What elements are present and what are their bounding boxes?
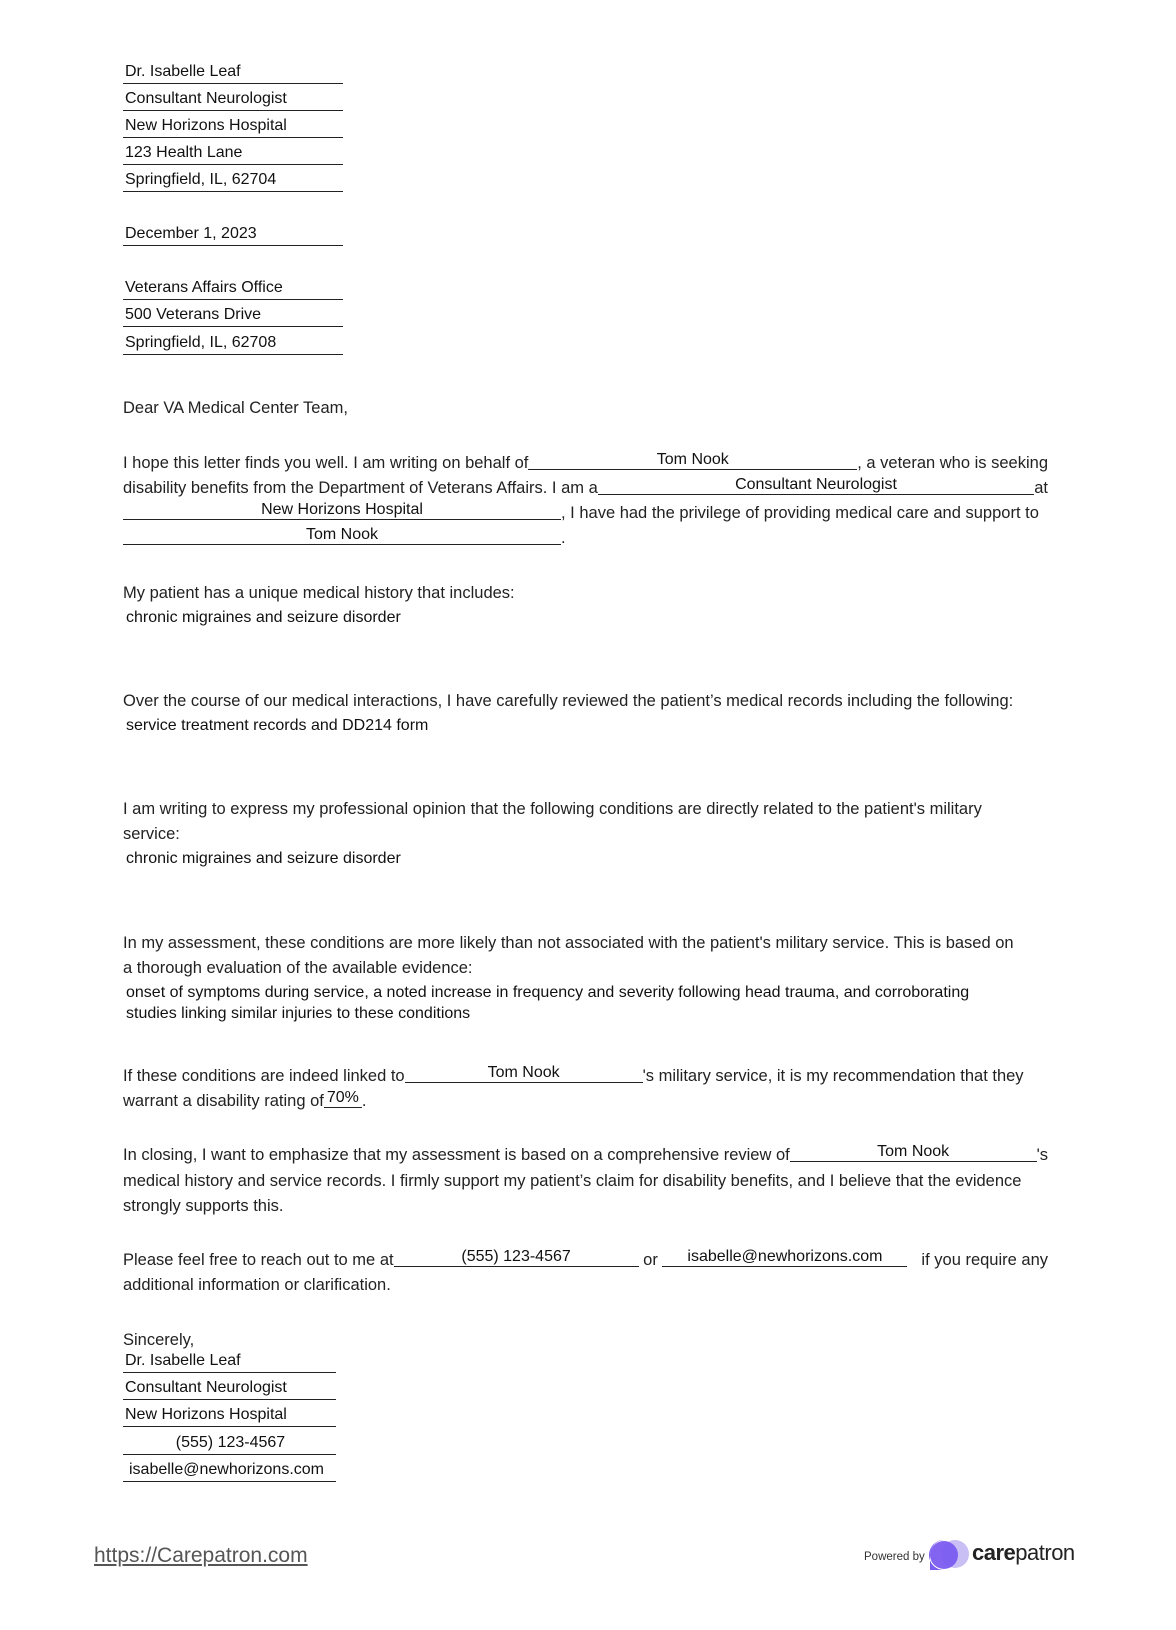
- intro-line-3: [123, 501, 1048, 523]
- signoff: Sincerely,: [123, 1331, 195, 1349]
- hospital-value: New Horizons Hospital: [261, 501, 423, 518]
- closing-line-3: strongly supports this.: [123, 1197, 284, 1215]
- salutation: Dear VA Medical Center Team,: [123, 399, 348, 417]
- hospital-blank[interactable]: [123, 501, 561, 520]
- closing-line-1: [123, 1143, 1048, 1165]
- conditions-label-2: service:: [123, 825, 180, 843]
- signature-phone-field[interactable]: (555) 123-4567: [123, 1433, 336, 1455]
- carepatron-link[interactable]: https://Carepatron.com: [94, 1544, 308, 1567]
- conditions-label-1: I am writing to express my professional opinion that the following conditions are directly related to the patient's military: [123, 800, 982, 818]
- assessment-value-1[interactable]: onset of symptoms during service, a noted increase in frequency and severity following head trauma, and corroborating: [126, 984, 970, 1001]
- assessment-label-1: In my assessment, these conditions are more likely than not associated with the patient's military service. This is based on: [123, 934, 1014, 952]
- brand-bold: care: [972, 1540, 1016, 1565]
- sender-street-field[interactable]: 123 Health Lane: [123, 143, 343, 165]
- signature-name-field[interactable]: Dr. Isabelle Leaf: [123, 1351, 336, 1373]
- contact-line-1: [123, 1248, 1048, 1270]
- physician-title-value: Consultant Neurologist: [735, 476, 897, 493]
- contact-text: if you require any: [916, 1251, 1048, 1269]
- intro-text: at: [1034, 479, 1048, 497]
- recipient-city-field[interactable]: Springfield, IL, 62708: [123, 333, 343, 355]
- date-field[interactable]: December 1, 2023: [123, 224, 343, 246]
- contact-text: or: [638, 1251, 663, 1269]
- carepatron-brand: [972, 1540, 1075, 1566]
- recipient-name-field[interactable]: Veterans Affairs Office: [123, 278, 343, 300]
- closing-text: In closing, I want to emphasize that my assessment is based on a comprehensive review of: [123, 1146, 790, 1164]
- powered-by-label: Powered by: [864, 1551, 925, 1563]
- intro-line-4: [123, 526, 1048, 548]
- carepatron-logo-icon: [928, 1539, 970, 1571]
- signature-hospital-field[interactable]: New Horizons Hospital: [123, 1405, 336, 1427]
- conditions-value[interactable]: chronic migraines and seizure disorder: [126, 850, 401, 867]
- intro-text: , I have had the privilege of providing medical care and support to: [561, 504, 1039, 522]
- rating-text: .: [361, 1092, 367, 1110]
- assessment-label-2: a thorough evaluation of the available evidence:: [123, 959, 473, 977]
- contact-text: Please feel free to reach out to me at: [123, 1251, 394, 1269]
- brand-rest: patron: [1015, 1540, 1075, 1565]
- sender-city-field[interactable]: Springfield, IL, 62704: [123, 170, 343, 192]
- intro-line-2: [123, 476, 1048, 498]
- closing-line-2: medical history and service records. I firmly support my patient’s claim for disability benefits, and I believe that the evidence: [123, 1172, 1022, 1190]
- sender-hospital-field[interactable]: New Horizons Hospital: [123, 116, 343, 138]
- assessment-value-2[interactable]: studies linking similar injuries to these conditions: [126, 1005, 471, 1022]
- rating-text: warrant a disability rating of: [123, 1092, 324, 1110]
- contact-email-blank[interactable]: [662, 1248, 907, 1267]
- rating-percent-blank[interactable]: [324, 1089, 362, 1108]
- contact-line-2: additional information or clarification.: [123, 1276, 391, 1294]
- records-label: Over the course of our medical interactions, I have carefully reviewed the patient’s medical records including the following:: [123, 692, 1014, 710]
- rating-line-2: [123, 1089, 1048, 1111]
- rating-text: If these conditions are indeed linked to: [123, 1067, 405, 1085]
- patient-name-value: Tom Nook: [656, 451, 729, 468]
- records-value[interactable]: service treatment records and DD214 form: [126, 717, 429, 734]
- patient-name-blank-2[interactable]: [123, 526, 561, 545]
- intro-text: , a veteran who is seeking: [857, 454, 1048, 472]
- history-value[interactable]: chronic migraines and seizure disorder: [126, 609, 401, 626]
- sender-name-field[interactable]: Dr. Isabelle Leaf: [123, 62, 343, 84]
- rating-text: 's military service, it is my recommendation that they: [642, 1067, 1024, 1085]
- patient-name-blank[interactable]: [528, 451, 857, 470]
- closing-name-value: Tom Nook: [877, 1143, 950, 1160]
- rating-name-value: Tom Nook: [487, 1064, 560, 1081]
- patient-name-value: Tom Nook: [305, 526, 379, 543]
- intro-text: disability benefits from the Department of Veterans Affairs. I am a: [123, 479, 598, 497]
- rating-percent-value: 70%: [326, 1089, 359, 1106]
- intro-text: .: [561, 529, 566, 547]
- contact-phone-blank[interactable]: [394, 1248, 639, 1267]
- sender-title-field[interactable]: Consultant Neurologist: [123, 89, 343, 111]
- contact-phone-value: (555) 123-4567: [461, 1248, 571, 1265]
- rating-line-1: [123, 1064, 1048, 1086]
- signature-email-field[interactable]: isabelle@newhorizons.com: [123, 1460, 336, 1482]
- intro-text: I hope this letter finds you well. I am writing on behalf of: [123, 454, 529, 472]
- history-label: My patient has a unique medical history that includes:: [123, 584, 515, 602]
- signature-title-field[interactable]: Consultant Neurologist: [123, 1378, 336, 1400]
- contact-email-value: isabelle@newhorizons.com: [687, 1248, 883, 1265]
- recipient-street-field[interactable]: 500 Veterans Drive: [123, 305, 343, 327]
- physician-title-blank[interactable]: [598, 476, 1034, 495]
- closing-text: 's: [1036, 1146, 1048, 1164]
- intro-line-1: [123, 451, 1048, 473]
- rating-name-blank[interactable]: [405, 1064, 643, 1083]
- closing-name-blank[interactable]: [790, 1143, 1037, 1162]
